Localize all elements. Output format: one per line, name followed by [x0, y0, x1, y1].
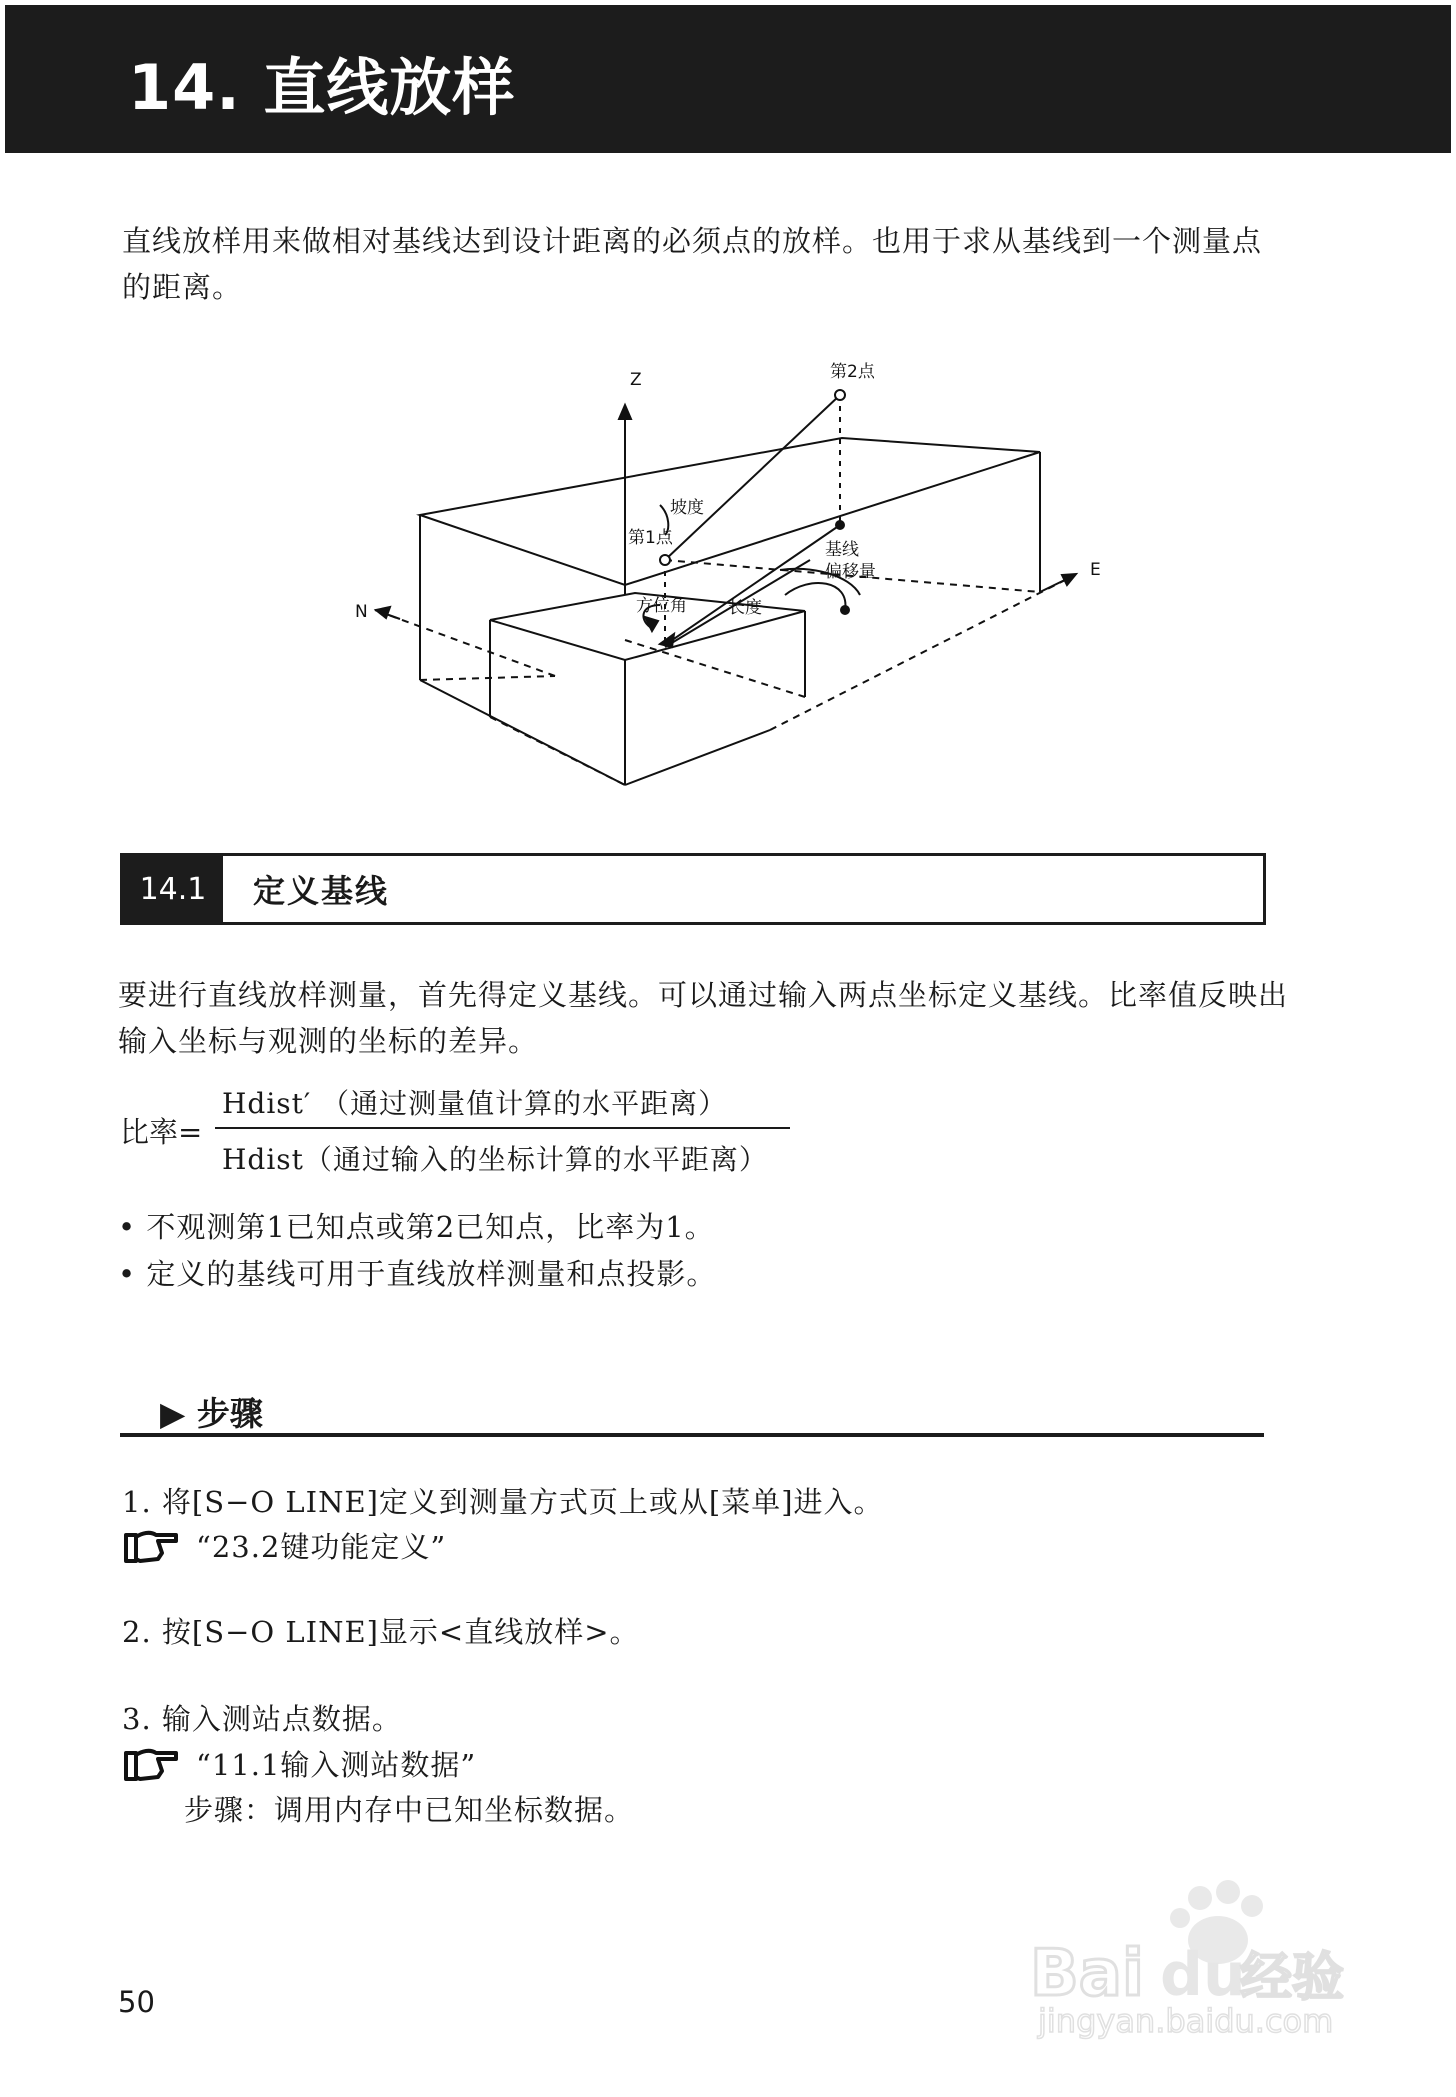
svg-text:du: du — [1160, 1940, 1246, 2010]
step-item: 2. 按[S−O LINE]显示<直线放样>。 — [122, 1615, 640, 1649]
bullet-item: • 不观测第1已知点或第2已知点，比率为1。 — [118, 1210, 715, 1244]
step-note: 步骤：调用内存中已知坐标数据。 — [184, 1793, 635, 1827]
steps-heading: ▶ 步骤 — [160, 1394, 263, 1433]
baseline-paragraph: 要进行直线放样测量，首先得定义基线。可以通过输入两点坐标定义基线。比率值反映出输入坐标与观测的坐标的差异。 — [118, 978, 1289, 1058]
e-axis — [770, 575, 1075, 730]
pointing-hand-icon — [122, 1745, 180, 1785]
svg-text:Bai: Bai — [1030, 1937, 1144, 2011]
length-label: 长度 — [728, 598, 762, 618]
svg-text:经验: 经验 — [1240, 1948, 1345, 2008]
n-label: N — [355, 602, 368, 622]
step-item: 1. 将[S−O LINE]定义到测量方式页上或从[菜单]进入。 — [122, 1485, 884, 1519]
reference-link: “23.2键功能定义” — [196, 1530, 447, 1564]
page-title: 14. 直线放样 — [128, 51, 516, 124]
intro-paragraph: 直线放样用来做相对基线达到设计距离的必须点的放样。也用于求从基线到一个测量点的距离。 — [122, 224, 1263, 304]
section-title: 定义基线 — [253, 872, 390, 910]
pointing-hand-icon — [122, 1527, 180, 1567]
baseline-label: 基线 — [825, 540, 859, 560]
ratio-numerator: Hdist′ （通过测量值计算的水平距离） — [222, 1087, 728, 1120]
e-label: E — [1090, 560, 1101, 580]
point1-label: 第1点 — [628, 528, 673, 548]
point2-label: 第2点 — [830, 362, 875, 382]
large-box-top — [420, 438, 1040, 585]
azimuth-label: 方位角 — [636, 596, 687, 616]
offset-label: 偏移量 — [825, 562, 876, 582]
ratio-label: 比率= — [120, 1115, 203, 1149]
svg-text:jingyan.baidu.com: jingyan.baidu.com — [1038, 2002, 1334, 2040]
steps-divider — [120, 1433, 1264, 1437]
baseline-line — [665, 525, 840, 645]
section-header — [120, 853, 1266, 925]
slope-label: 坡度 — [670, 498, 704, 518]
slope-line — [665, 395, 840, 560]
page-number: 50 — [118, 1985, 155, 2019]
section-number: 14.1 — [123, 856, 223, 922]
ratio-denominator: Hdist（通过输入的坐标计算的水平距离） — [222, 1143, 768, 1176]
baseline-diagram — [340, 355, 1120, 795]
bullet-item: • 定义的基线可用于直线放样测量和点投影。 — [118, 1257, 717, 1291]
step-item: 3. 输入测站点数据。 — [122, 1702, 402, 1736]
baidu-watermark-logo — [1030, 1870, 1370, 2040]
fraction-line — [215, 1127, 790, 1129]
reference-link: “11.1输入测站数据” — [196, 1748, 477, 1782]
z-label: Z — [630, 370, 642, 390]
